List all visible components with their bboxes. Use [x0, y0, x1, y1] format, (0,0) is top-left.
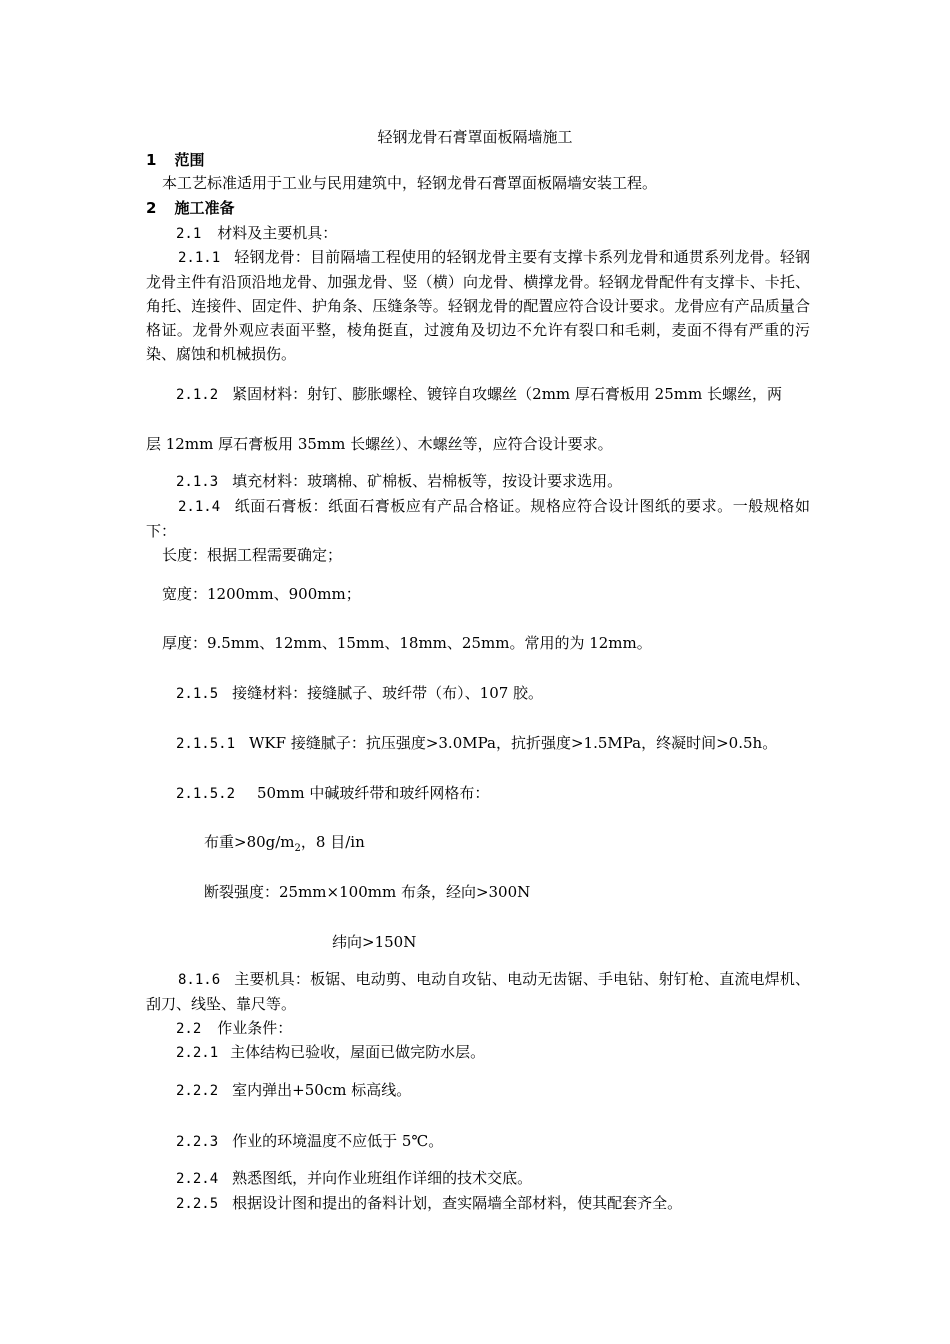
cloth-weight-text: 布重>80g/m	[204, 833, 295, 851]
clause-2-1-1	[146, 245, 810, 366]
clause-2-1-5-2-number: 2.1.5.2	[176, 786, 236, 802]
cloth-weight	[204, 831, 365, 860]
clause-2-1-4-number: 2.1.4	[178, 499, 221, 515]
clause-2-1-5-text: 接缝材料：接缝腻子、玻纤带（布）、107 胶。	[232, 684, 544, 702]
clause-2-2-4-text: 熟悉图纸，并向作业班组作详细的技术交底。	[232, 1169, 533, 1187]
clause-2-2-text: 作业条件：	[217, 1019, 293, 1037]
clause-2-2-5-text: 根据设计图和提出的备料计划，查实隔墙全部材料，使其配套齐全。	[232, 1194, 683, 1212]
clause-2-1-2-text-line1: 紧固材料：射钉、膨胀螺栓、镀锌自攻螺丝（2mm 厚石膏板用 25mm 长螺丝，两	[232, 385, 782, 403]
clause-2-2-number: 2.2	[176, 1021, 202, 1037]
clause-2-1-2	[176, 383, 782, 406]
clause-2-1-4	[146, 494, 810, 543]
document-title: 轻钢龙骨石膏罩面板隔墙施工	[377, 128, 573, 146]
clause-2-1-1-number: 2.1.1	[178, 250, 221, 266]
section-1-number: 1	[146, 151, 157, 169]
section-1-label: 范围	[174, 151, 205, 169]
break-strength: 断裂强度：25mm×100mm 布条，经向>300N	[204, 883, 531, 901]
clause-2-1-3	[176, 470, 622, 493]
clause-2-1-3-number: 2.1.3	[176, 474, 219, 490]
clause-8-1-6	[146, 967, 810, 1016]
board-length: 长度：根据工程需要确定；	[162, 546, 343, 564]
section-1-text: 本工艺标准适用于工业与民用建筑中，轻钢龙骨石膏罩面板隔墙安装工程。	[162, 174, 658, 192]
clause-2-2-4-number: 2.2.4	[176, 1171, 219, 1187]
clause-2-2-1	[176, 1041, 485, 1064]
section-2-heading	[146, 197, 234, 219]
weft-strength: 纬向>150N	[332, 933, 417, 951]
clause-2-2-5-number: 2.2.5	[176, 1196, 219, 1212]
clause-2-1-5	[176, 682, 543, 705]
clause-2-2-2-text: 室内弹出+50cm 标高线。	[232, 1081, 412, 1099]
clause-2-1-5-1-text: WKF 接缝腻子：抗压强度>3.0MPa，抗折强度>1.5MPa，终凝时间>0.5h。	[249, 734, 778, 752]
clause-8-1-6-number: 8.1.6	[178, 972, 221, 988]
cloth-weight-subscript: 2	[294, 843, 301, 854]
clause-2-2-5	[176, 1192, 682, 1215]
clause-8-1-6-text: 主要机具：板锯、电动剪、电动自攻钻、电动无齿锯、手电钻、射钉枪、直流电焊机、刮刀、线坠、靠尺等。	[146, 970, 810, 1013]
clause-2-2-1-number: 2.2.1	[176, 1045, 219, 1061]
clause-2-2-3-text: 作业的环境温度不应低于 5℃。	[232, 1132, 444, 1150]
clause-2-2-4	[176, 1167, 532, 1190]
section-2-number: 2	[146, 199, 157, 217]
clause-2-1-2-number: 2.1.2	[176, 387, 219, 403]
clause-2-1-number: 2.1	[176, 226, 202, 242]
clause-2-1-1-text: 轻钢龙骨：目前隔墙工程使用的轻钢龙骨主要有支撑卡系列龙骨和通贯系列龙骨。轻钢龙骨主件有沿顶沿地龙骨、加强龙骨、竖（横）向龙骨、横撑龙骨。轻钢龙骨配件有支撑卡、卡托、角托、连接件、固定件、护角条、压缝条等。轻钢龙骨的配置应符合设计要求。龙骨应有产品质量合格证。龙骨外观应表面平整，棱角挺直，过渡角及切边不允许有裂口和毛刺，麦面不得有严重的污染、腐蚀和机械损伤。	[146, 248, 810, 363]
clause-2-1-3-text: 填充材料：玻璃棉、矿棉板、岩棉板等，按设计要求选用。	[232, 472, 623, 490]
clause-2-1-5-number: 2.1.5	[176, 686, 219, 702]
clause-2-1-5-2-text: 50mm 中碱玻纤带和玻纤网格布：	[257, 784, 490, 802]
board-width: 宽度：1200mm、900mm；	[162, 585, 361, 603]
clause-2-2-1-text: 主体结构已验收，屋面已做完防水层。	[230, 1043, 486, 1061]
clause-2-1-text: 材料及主要机具：	[217, 224, 338, 242]
clause-2-1-5-1-number: 2.1.5.1	[176, 736, 236, 752]
clause-2-1-5-2	[176, 782, 489, 805]
clause-2-1-2-text-line2: 层 12mm 厚石膏板用 35mm 长螺丝）、木螺丝等，应符合设计要求。	[146, 435, 613, 453]
clause-2-2-2-number: 2.2.2	[176, 1083, 219, 1099]
board-thickness: 厚度：9.5mm、12mm、15mm、18mm、25mm。常用的为 12mm。	[162, 634, 652, 652]
section-2-label: 施工准备	[174, 199, 235, 217]
clause-2-2-3-number: 2.2.3	[176, 1134, 219, 1150]
clause-2-2	[176, 1017, 292, 1040]
clause-2-1-4-text: 纸面石膏板：纸面石膏板应有产品合格证。规格应符合设计图纸的要求。一般规格如下：	[146, 497, 810, 540]
cloth-weight-mesh: ，8 目/in	[300, 833, 365, 851]
clause-2-2-3	[176, 1130, 443, 1153]
section-1-heading	[146, 149, 204, 171]
clause-2-1-5-1	[176, 732, 777, 755]
clause-2-1	[176, 222, 337, 245]
clause-2-2-2	[176, 1079, 411, 1102]
